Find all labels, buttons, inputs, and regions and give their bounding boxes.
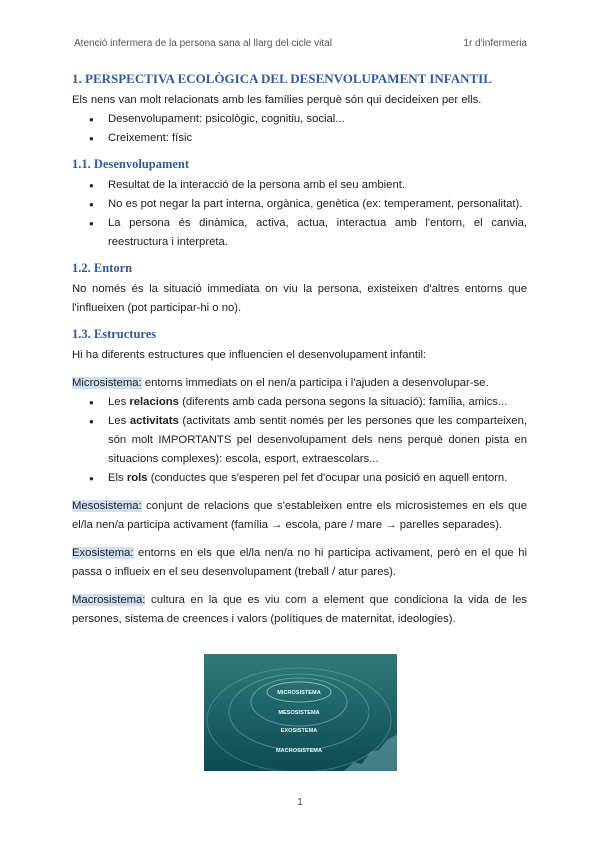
macrosistema-paragraph (72, 591, 527, 629)
macrosistema-term: Macrosistema: (72, 594, 146, 606)
list-item: ● Les activitats (activitats amb sentit només per les persones que les comparteixen, són molt IMPORTANTS pel desenvolupament dels nens perquè donen pista en situacions complexes): escola, esport, extraescolars... (108, 412, 527, 469)
mesosistema-term: Mesosistema: (72, 500, 142, 512)
section-1-2-heading: 1.2. Entorn (72, 261, 133, 275)
page-number: 1 (297, 797, 303, 808)
ecological-systems-figure (204, 654, 397, 771)
label-exosistema: EXOSISTEMA (280, 728, 318, 734)
list-item: ● Creixement: físic (108, 129, 527, 148)
macrosistema-text: cultura en la que es viu com a element que condiciona la vida de les persones, sistema de creences i valors (polítiques de maternitat, ideologies). (72, 594, 527, 625)
microsistema-paragraph (72, 374, 527, 393)
exosistema-paragraph (72, 544, 527, 582)
section-1-heading: 1. PERSPECTIVA ECOLÒGICA DEL DESENVOLUPAMENT INFANTIL (72, 71, 492, 86)
microsistema-text: entorns immediats on el nen/a participa i l'ajuden a desenvolupar-se. (141, 377, 489, 389)
header-course: 1r d'infermeria (463, 38, 527, 49)
section-1-list (72, 110, 527, 148)
section-1-3-intro: Hi ha diferents estructures que influencien el desenvolupament infantil: (72, 349, 427, 361)
header-title: Atenció infermera de la persona sana al llarg del cicle vital (74, 38, 332, 49)
list-item: ● Els rols (conductes que s'esperen pel fet d'ocupar una posició en aquell entorn. (108, 469, 527, 488)
mesosistema-paragraph (72, 497, 527, 535)
section-1-1-list (72, 176, 527, 252)
microsistema-list (72, 393, 527, 488)
list-item: ● Les relacions (diferents amb cada persona segons la situació): família, amics... (108, 393, 527, 412)
list-item: ● Desenvolupament: psicològic, cognitiu, social... (108, 110, 527, 129)
microsistema-term: Microsistema: (72, 377, 142, 389)
label-macrosistema: MACROSISTEMA (276, 748, 322, 754)
exosistema-text: entorns en els que el/la nen/a no hi participa activament, però en el que hi passa o influeix en el seu desenvolupament (treball / atur pares). (72, 547, 527, 578)
label-mesosistema: MESOSISTEMA (278, 710, 320, 716)
label-microsistema: MICROSISTEMA (277, 690, 321, 696)
section-1-intro: Els nens van molt relacionats amb les famílies perquè són qui decideixen per ells. (72, 94, 482, 106)
list-item: ● No es pot negar la part interna, orgànica, genètica (ex: temperament, personalitat). (108, 195, 527, 214)
mesosistema-text: conjunt de relacions que s'estableixen entre els microsistemes en els que el/la nen/a participa activament (família → escola, pare / mare → parelles separades). (72, 500, 527, 531)
exosistema-term: Exosistema: (72, 547, 134, 559)
section-1-2-text: No només és la situació immediata on viu la persona, existeixen d'altres entorns que l'influeixen (pot participar-hi o no). (72, 283, 527, 314)
list-item: ● Resultat de la interacció de la persona amb el seu ambient. (108, 176, 527, 195)
list-item: ● La persona és dinàmica, activa, actua, interactua amb l'entorn, el canvia, reestructura i interpreta. (108, 214, 527, 252)
document-body (72, 70, 527, 629)
section-1-1-heading: 1.1. Desenvolupament (72, 157, 190, 171)
section-1-3-heading: 1.3. Estructures (72, 327, 157, 341)
